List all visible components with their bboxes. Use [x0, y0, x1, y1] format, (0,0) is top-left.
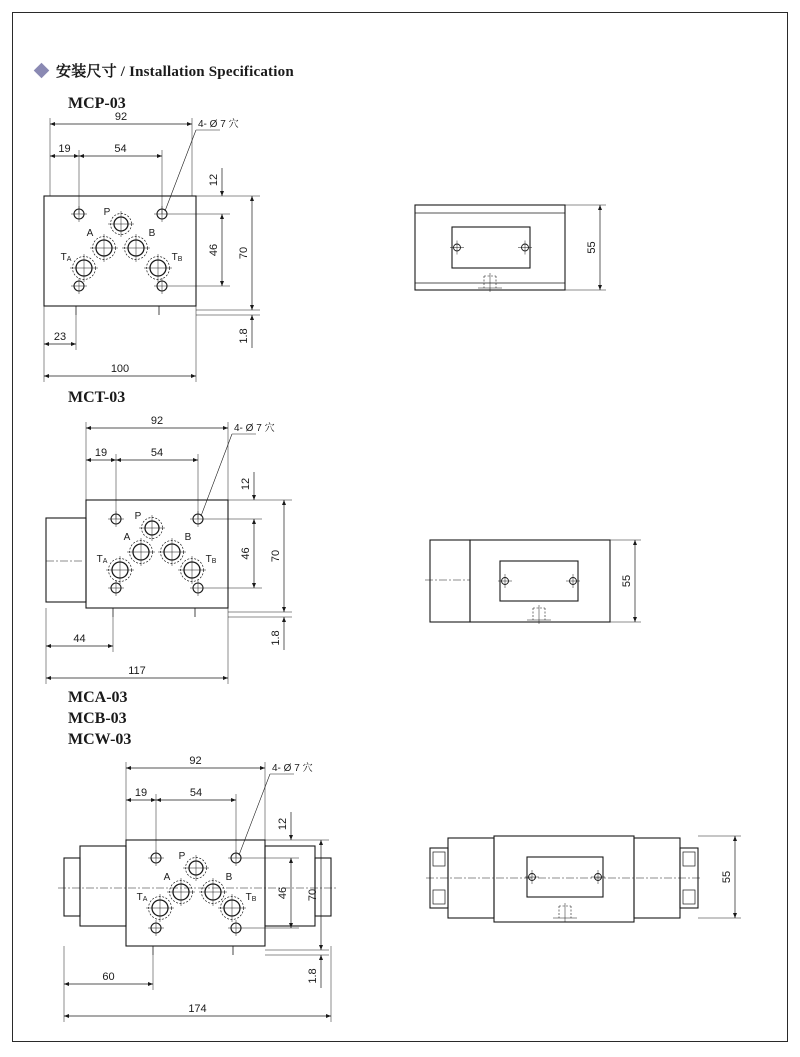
mca-port-a-label: A [163, 872, 171, 883]
mct-dim-92-label: 92 [150, 415, 164, 427]
mca-dim-total-label: 174 [188, 1003, 207, 1015]
mca-dim-1-8-label: 1.8 [307, 968, 319, 984]
mct-dim-70-arrow-top [282, 500, 286, 505]
mca-side-dim-55-arrow-top [733, 836, 737, 841]
mcp-valve-body [44, 196, 196, 306]
mca-hole-note: 4- Ø 7 穴 [272, 763, 313, 774]
mcp-dim-19-arrow-left [50, 154, 55, 158]
mcp-dim-12-label: 12 [208, 173, 220, 187]
mct-dim-54-arrow-right [193, 458, 198, 462]
mca-left-cap [64, 858, 80, 916]
mca-dim-46-arrow-top [289, 858, 293, 863]
mca-dim-1-8-arrow [319, 955, 323, 960]
mcp-dim-total-arrow-right [191, 374, 196, 378]
mcp-dim-54-arrow-left [79, 154, 84, 158]
mca-dim-total-arrow-left [64, 1014, 69, 1018]
mca-side-cap-ring-1 [433, 890, 445, 904]
mcp-dim-side-arrow-left [44, 342, 49, 346]
mca-side-cap-ring-3 [683, 890, 695, 904]
section-title: 安装尺寸 / Installation Specification [56, 63, 294, 80]
mcp-dim-total-label: 100 [110, 363, 130, 375]
mcp-dim-46-arrow-bottom [220, 281, 224, 286]
mcp-dim-92-arrow-right [187, 122, 192, 126]
mcp-dim-92-label: 92 [114, 111, 128, 123]
mcp-side-dim-55-arrow-bottom [598, 285, 602, 290]
mct-left-protrusion [46, 518, 86, 602]
mct-port-p-label: P [134, 511, 142, 522]
mca-dim-70-arrow-top [319, 840, 323, 845]
mct-dim-54-arrow-left [116, 458, 121, 462]
mca-dim-54-arrow-right [231, 798, 236, 802]
mcp-hole-note: 4- Ø 7 穴 [198, 119, 239, 130]
mct-dim-46-arrow-top [252, 519, 256, 524]
mct-dim-54-label: 54 [150, 447, 164, 459]
mcp-hole-leader [165, 130, 196, 211]
mcp-dim-19-arrow-right [74, 154, 79, 158]
mct-dim-total-arrow-right [223, 676, 228, 680]
mcp-port-b-label: B [148, 228, 156, 239]
mct-dim-total-label: 117 [128, 665, 146, 677]
mca-dim-54-label: 54 [189, 787, 203, 799]
mct-dim-70-label: 70 [270, 549, 282, 563]
mca-dim-19-arrow-right [151, 798, 156, 802]
mcp-side-dim-55-arrow-top [598, 205, 602, 210]
model-label-mcp: MCP-03 [68, 95, 126, 112]
mca-side-body-2 [494, 836, 634, 922]
mca-dim-70-label: 70 [307, 888, 319, 902]
mcp-dim-70-arrow-top [250, 196, 254, 201]
mct-port-ta-label: TA [96, 554, 108, 565]
mca-port-tb-label: TB [245, 892, 257, 903]
mct-dim-side-arrow-right [108, 644, 113, 648]
mct-dim-side-label: 44 [73, 633, 86, 645]
mca-port-ta-label: TA [136, 892, 148, 903]
mca-dim-12-label: 12 [277, 817, 289, 831]
mcp-dim-total-arrow-left [44, 374, 49, 378]
mcp-dim-1-8-label: 1.8 [238, 328, 250, 344]
mct-dim-46-arrow-bottom [252, 583, 256, 588]
mca-port-p-label: P [178, 851, 186, 862]
mcp-dim-side-arrow-right [71, 342, 76, 346]
mct-side-dim-55-label: 55 [621, 574, 633, 588]
model-label-mcb: MCB-03 [68, 710, 127, 727]
mct-hole-leader [201, 434, 232, 516]
mcp-dim-12-arrow [220, 191, 224, 196]
mct-side-body-0 [430, 540, 470, 622]
mct-dim-19-label: 19 [94, 447, 108, 459]
mcp-dim-70-arrow-bottom [250, 305, 254, 310]
mct-dim-side-arrow-left [46, 644, 51, 648]
mca-side-dim-55-arrow-bottom [733, 913, 737, 918]
mct-dim-70-arrow-bottom [282, 607, 286, 612]
mct-dim-1-8-label: 1.8 [270, 630, 282, 646]
mca-dim-92-arrow-left [126, 766, 131, 770]
mct-side-body-1 [470, 540, 610, 622]
mct-hole-note: 4- Ø 7 穴 [234, 423, 275, 434]
mct-dim-total-arrow-left [46, 676, 51, 680]
mct-dim-19-arrow-left [86, 458, 91, 462]
mca-side-dim-55-label: 55 [721, 870, 733, 884]
mca-dim-70-arrow-bottom [319, 945, 323, 950]
mcp-dim-side-label: 23 [53, 331, 67, 343]
mcp-dim-46-label: 46 [208, 243, 220, 257]
mca-right-cap [315, 858, 331, 916]
mca-side-cap-ring-2 [683, 852, 695, 866]
mca-dim-total-arrow-right [326, 1014, 331, 1018]
mct-port-a-label: A [123, 532, 131, 543]
mct-dim-92-arrow-left [86, 426, 91, 430]
mca-left-cylinder [80, 846, 126, 926]
mcp-dim-92-arrow-left [50, 122, 55, 126]
mct-side-dim-55-arrow-bottom [633, 617, 637, 622]
mct-dim-12-label: 12 [240, 477, 252, 491]
mcp-dim-70-label: 70 [238, 246, 250, 260]
mca-dim-side-arrow-left [64, 982, 69, 986]
mcp-dim-54-label: 54 [114, 143, 127, 155]
mca-dim-side-arrow-right [148, 982, 153, 986]
mca-dim-54-arrow-left [156, 798, 161, 802]
model-label-mct: MCT-03 [68, 389, 126, 406]
mca-valve-body [126, 840, 265, 946]
model-label-mcw: MCW-03 [68, 731, 132, 748]
mct-port-b-label: B [184, 532, 192, 543]
mcp-dim-1-8-arrow [250, 315, 254, 320]
mcp-dim-54-arrow-right [157, 154, 162, 158]
mct-port-tb-label: TB [205, 554, 217, 565]
mcp-side-dim-55-label: 55 [586, 241, 598, 254]
mcp-dim-19-label: 19 [58, 143, 71, 155]
mca-dim-19-label: 19 [134, 787, 148, 799]
mca-dim-46-label: 46 [277, 886, 289, 900]
mcp-port-tb-label: TB [171, 252, 183, 263]
mct-side-dim-55-arrow-top [633, 540, 637, 545]
mcp-dim-46-arrow-top [220, 214, 224, 219]
mca-dim-19-arrow-left [126, 798, 131, 802]
mct-dim-92-arrow-right [223, 426, 228, 430]
mct-dim-12-arrow [252, 495, 256, 500]
mct-dim-19-arrow-right [111, 458, 116, 462]
mca-dim-92-label: 92 [189, 755, 202, 767]
mca-dim-12-arrow [289, 835, 293, 840]
mca-port-b-label: B [225, 872, 233, 883]
mct-dim-1-8-arrow [282, 617, 286, 622]
mcp-port-p-label: P [103, 207, 111, 218]
mcp-port-ta-label: TA [60, 252, 72, 263]
mcp-port-a-label: A [86, 228, 94, 239]
model-label-mca: MCA-03 [68, 689, 128, 706]
mca-side-cap-ring-0 [433, 852, 445, 866]
mca-dim-92-arrow-right [260, 766, 265, 770]
mct-dim-46-label: 46 [240, 547, 252, 560]
mca-dim-side-label: 60 [102, 971, 115, 983]
